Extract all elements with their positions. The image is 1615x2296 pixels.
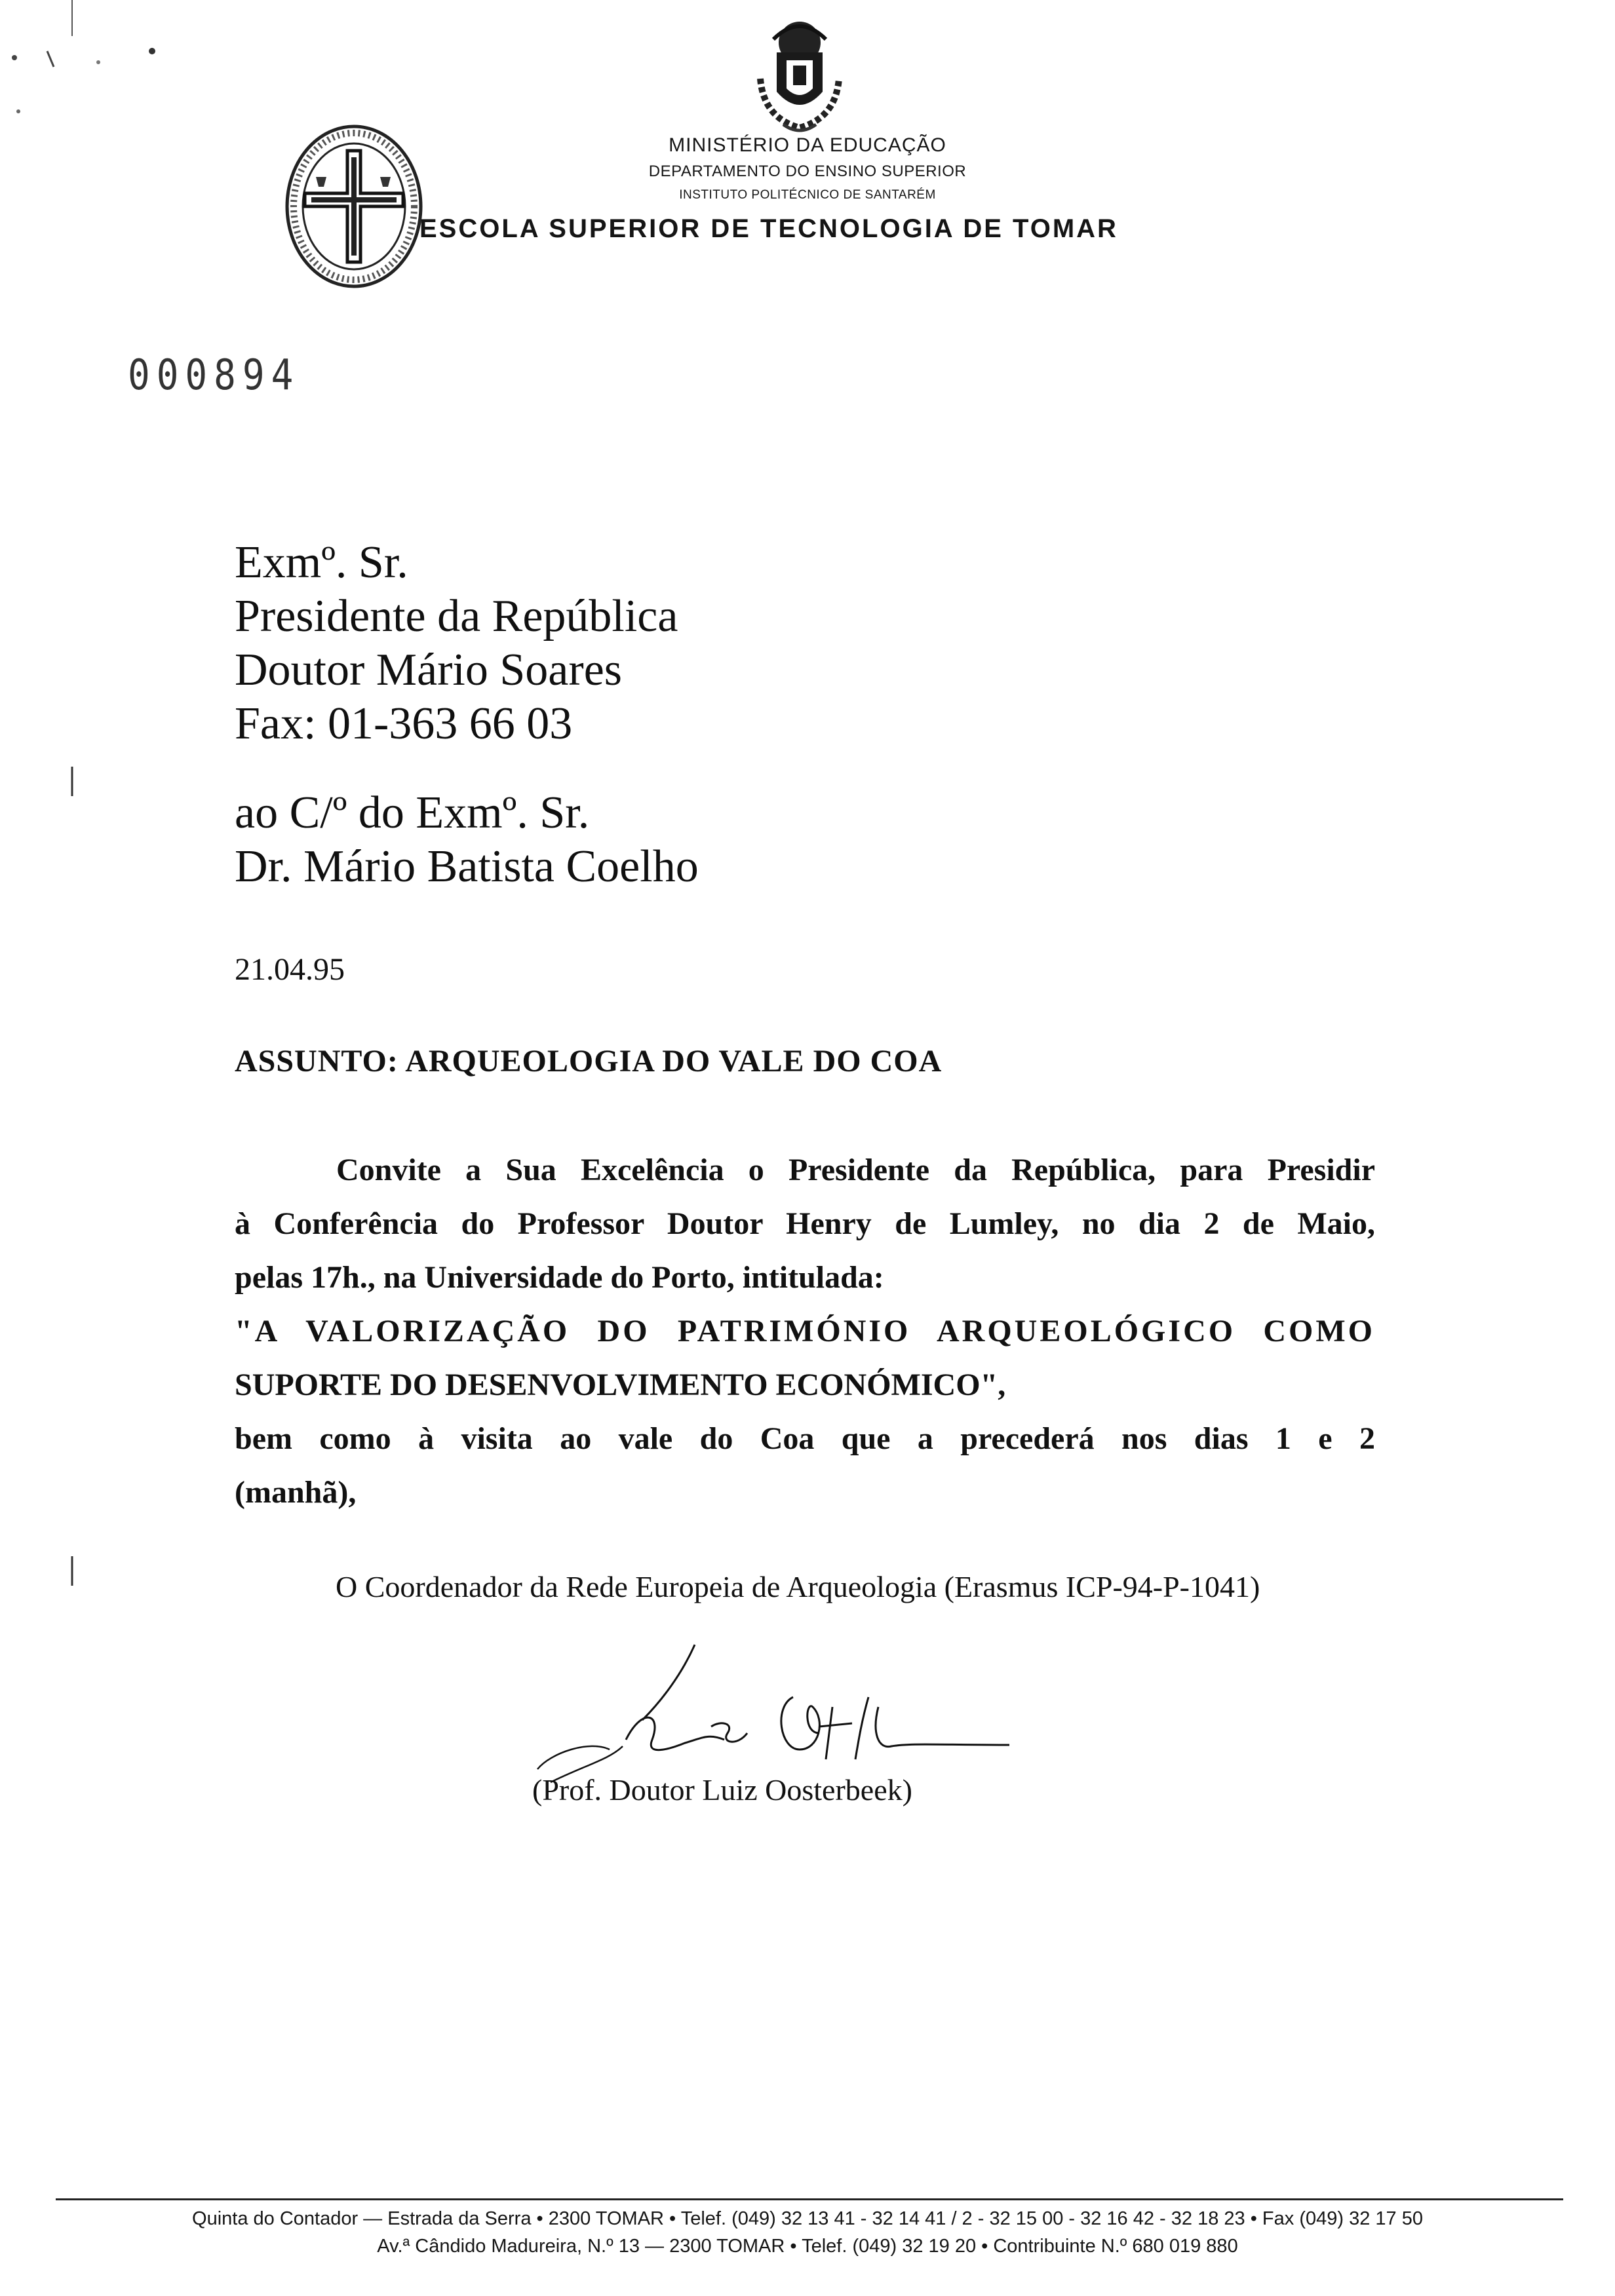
body-line: pelas 17h., na Universidade do Porto, intitulada: — [235, 1260, 884, 1295]
body-line: à Conferência do Professor Doutor Henry de Lumley, no dia 2 de Maio, — [235, 1206, 1375, 1241]
addressee-line: Doutor Mário Soares — [235, 645, 623, 695]
footer-address-line: Quinta do Contador — Estrada da Serra • 2300 TOMAR • Telef. (049) 32 13 41 - 32 14 41 / 2 - 32 15 00 - 32 16 42 - 32 18 23 • Fax (049) 32 17 50 — [192, 2208, 1423, 2229]
addressee-block — [235, 536, 678, 751]
care-of-line: ao C/º do Exmº. Sr. — [235, 788, 590, 838]
signer-name: (Prof. Doutor Luiz Oosterbeek) — [532, 1773, 912, 1807]
addressee-line: Presidente da República — [235, 591, 678, 641]
care-of-block — [235, 786, 699, 894]
body-line: Convite a Sua Excelência o Presidente da República, para Presidir — [336, 1153, 1375, 1187]
school-name: ESCOLA SUPERIOR DE TECNOLOGIA DE TOMAR — [419, 214, 1118, 243]
letter-body — [235, 1143, 1375, 1520]
ministry-name: MINISTÉRIO DA EDUCAÇÃO — [669, 134, 946, 156]
footer-address-line: Av.ª Cândido Madureira, N.º 13 — 2300 TOMAR • Telef. (049) 32 19 20 • Contribuinte N.º 680 019 880 — [377, 2236, 1238, 2257]
body-line-title: "A VALORIZAÇÃO DO PATRIMÓNIO ARQUEOLÓGICO COMO — [235, 1314, 1375, 1349]
closing-title: O Coordenador da Rede Europeia de Arqueologia (Erasmus ICP-94-P-1041) — [336, 1570, 1260, 1603]
body-line: bem como à visita ao vale do Coa que a precederá nos dias 1 e 2 — [235, 1421, 1375, 1456]
department-name: DEPARTAMENTO DO ENSINO SUPERIOR — [648, 163, 967, 180]
care-of-line: Dr. Mário Batista Coelho — [235, 841, 699, 892]
body-line: (manhã), — [235, 1475, 357, 1510]
body-line-title: SUPORTE DO DESENVOLVIMENTO ECONÓMICO", — [235, 1368, 1006, 1402]
institute-name: INSTITUTO POLITÉCNICO DE SANTARÉM — [679, 188, 936, 202]
addressee-fax: Fax: 01-363 66 03 — [235, 698, 573, 749]
footer-divider — [56, 2198, 1563, 2200]
coat-of-arms-emblem — [737, 13, 862, 138]
handwritten-signature — [511, 1635, 1036, 1786]
addressee-line: Exmº. Sr. — [235, 537, 408, 588]
letter-date: 21.04.95 — [235, 952, 345, 987]
scan-marks — [0, 0, 170, 1638]
letter-subject: ASSUNTO: ARQUEOLOGIA DO VALE DO COA — [235, 1044, 943, 1079]
document-number: 000894 — [128, 351, 300, 400]
